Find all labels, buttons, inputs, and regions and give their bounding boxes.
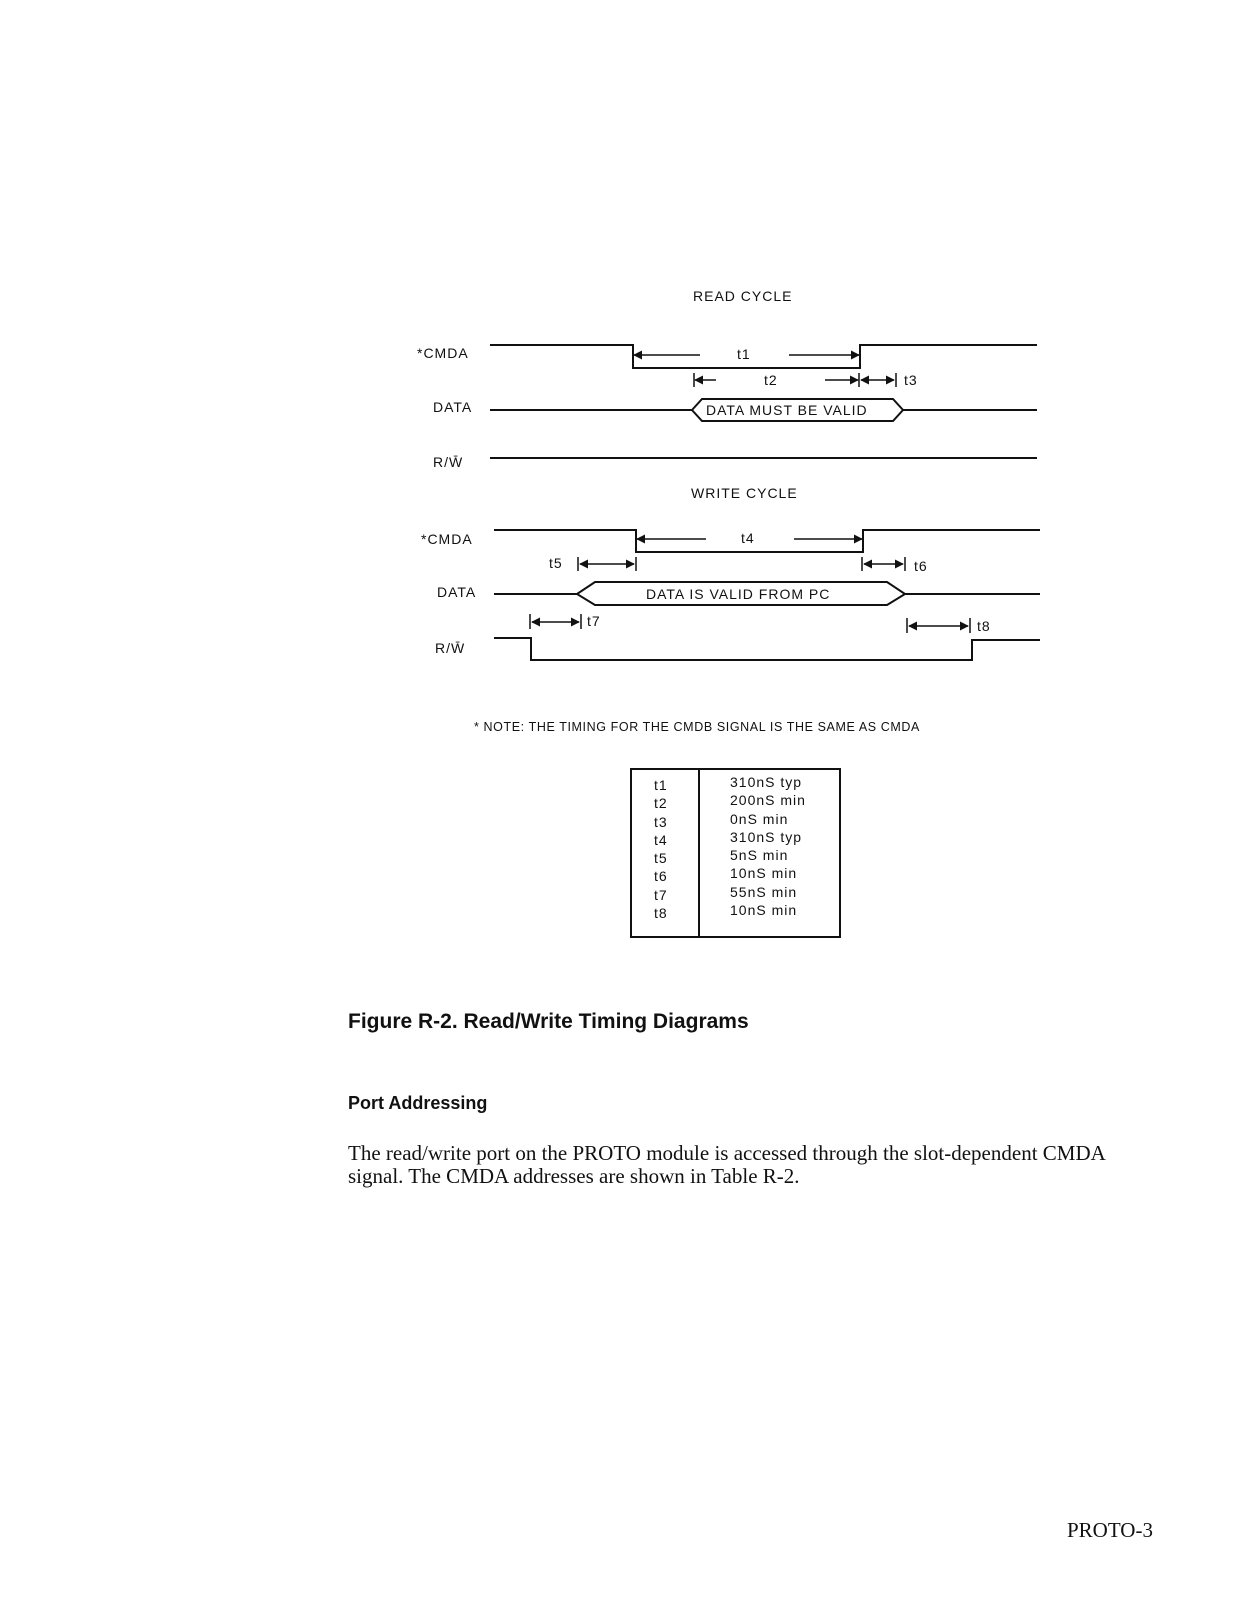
write-cycle-title: WRITE CYCLE xyxy=(691,485,798,501)
body-paragraph: The read/write port on the PROTO module is accessed through the slot-dependent CMDA signal. The CMDA addresses are shown in Table R-2. xyxy=(348,1141,1105,1188)
table-row-value: 10nS min xyxy=(730,865,798,882)
table-row-name: t6 xyxy=(654,868,668,885)
timing-diagram xyxy=(0,0,1237,760)
table-row-value: 0nS min xyxy=(730,810,789,827)
table-row-name: t4 xyxy=(654,831,668,848)
timing-table-names xyxy=(632,770,700,936)
t5-label: t5 xyxy=(549,555,563,571)
table-row-value: 310nS typ xyxy=(730,828,803,845)
write-rw-trace xyxy=(494,638,1040,660)
read-data-bus-label: DATA MUST BE VALID xyxy=(706,402,868,418)
table-row-name: t5 xyxy=(654,850,668,867)
table-row-value: 200nS min xyxy=(730,792,806,809)
t2-label: t2 xyxy=(764,372,778,388)
table-row-name: t1 xyxy=(654,777,668,793)
read-rw-label: R/W̄ xyxy=(433,454,464,470)
t8-label: t8 xyxy=(977,618,991,634)
table-row-value: 310nS typ xyxy=(730,774,803,790)
read-cmda-trace xyxy=(490,345,1037,368)
t1-label: t1 xyxy=(737,346,751,362)
write-data-bus-label: DATA IS VALID FROM PC xyxy=(646,586,831,602)
figure-caption: Figure R-2. Read/Write Timing Diagrams xyxy=(348,1010,749,1033)
t4-label: t4 xyxy=(741,530,755,546)
table-row-value: 10nS min xyxy=(730,902,798,919)
table-row-value: 5nS min xyxy=(730,847,789,864)
read-cycle-title: READ CYCLE xyxy=(693,288,793,304)
write-rw-label: R/W̄ xyxy=(435,640,466,656)
timing-table-values xyxy=(700,770,839,936)
write-data-label: DATA xyxy=(437,584,477,600)
write-cmda-label: *CMDA xyxy=(421,531,473,547)
t3-label: t3 xyxy=(904,372,918,388)
write-cmda-trace xyxy=(494,530,1040,552)
table-row-name: t2 xyxy=(654,795,668,812)
page-number: PROTO-3 xyxy=(1067,1518,1153,1542)
table-row-name: t8 xyxy=(654,905,668,922)
timing-note: * NOTE: THE TIMING FOR THE CMDB SIGNAL IS THE SAME AS CMDA xyxy=(474,720,920,734)
read-data-label: DATA xyxy=(433,399,473,415)
t6-label: t6 xyxy=(914,558,928,574)
timing-table xyxy=(630,768,841,938)
table-row-value: 55nS min xyxy=(730,883,798,900)
section-heading: Port Addressing xyxy=(348,1093,488,1113)
t7-label: t7 xyxy=(587,613,601,629)
read-cmda-label: *CMDA xyxy=(417,345,469,361)
table-row-name: t7 xyxy=(654,886,668,903)
table-row-name: t3 xyxy=(654,813,668,830)
